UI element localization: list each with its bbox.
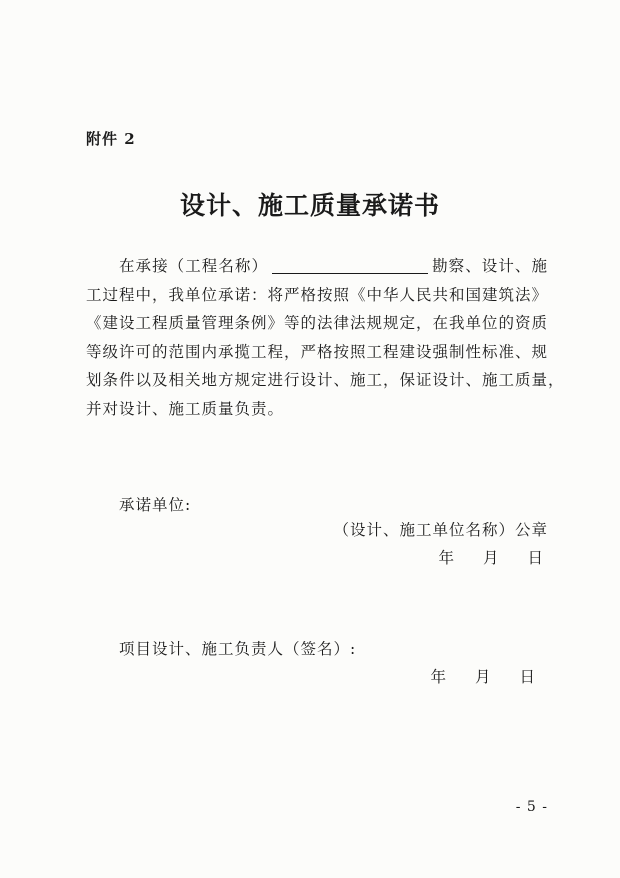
date-year: 年	[438, 549, 455, 567]
page-number: - 5 -	[515, 799, 548, 815]
project-name-blank	[272, 255, 428, 274]
date-month: 月	[482, 549, 500, 567]
seal-date	[438, 546, 544, 568]
body-line-3: 《建设工程质量管理条例》等的法律法规规定，在我单位的资质	[86, 314, 549, 332]
seal-line: （设计、施工单位名称）公章	[333, 521, 548, 539]
leader-signature-label: 项目设计、施工负责人（签名）:	[119, 640, 357, 658]
date-month: 月	[474, 668, 492, 686]
body-line-2: 工过程中，我单位承诺：将严格按照《中华人民共和国建筑法》	[86, 285, 549, 304]
body-line-5: 划条件以及相关地方规定进行设计、施工，保证设计、施工质量，	[86, 371, 565, 389]
date-day: 日	[527, 549, 544, 567]
attachment-label: 附件 2	[86, 130, 136, 148]
date-day: 日	[519, 668, 536, 686]
document-title: 设计、施工质量承诺书	[179, 191, 440, 220]
body-line-1	[86, 252, 548, 281]
signature-date	[430, 665, 536, 687]
project-name-prefix: 在承接（工程名称）	[119, 257, 269, 275]
project-name-suffix: 勘察、设计、施	[432, 257, 548, 275]
committed-unit-label: 承诺单位:	[119, 496, 192, 514]
body-line-4: 等级许可的范围内承揽工程，严格按照工程建设强制性标准、规	[86, 342, 549, 361]
body-line-6: 并对设计、施工质量负责。	[86, 399, 285, 418]
commitment-body	[86, 252, 565, 423]
date-year: 年	[430, 668, 447, 686]
